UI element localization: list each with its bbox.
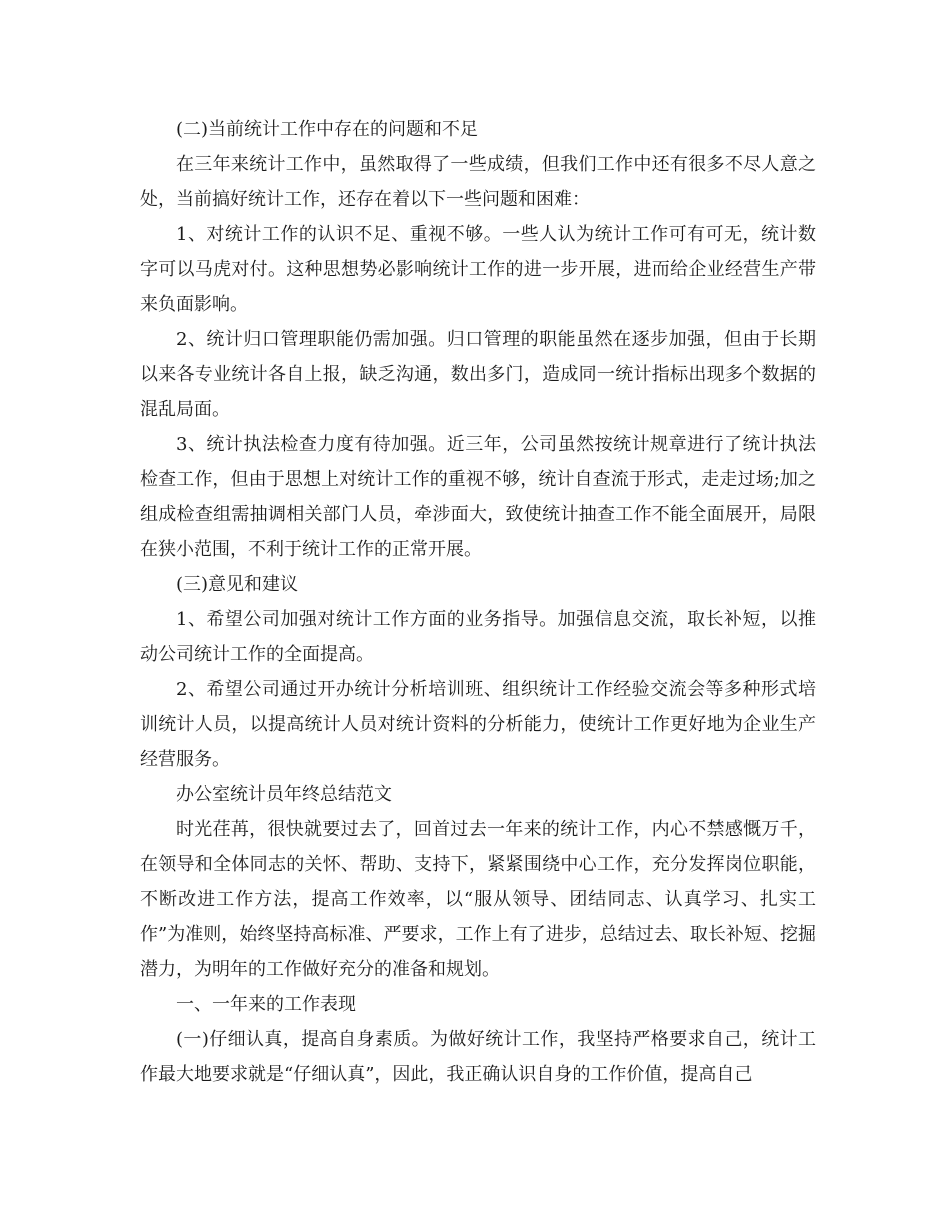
- body-paragraph: 时光荏苒，很快就要过去了，回首过去一年来的统计工作，内心不禁感慨万千，在领导和全体同志的关怀、帮助、支持下，紧紧围绕中心工作，充分发挥岗位职能，不断改进工作方法，提高工作效率，以“服从领导、团结同志、认真学习、扎实工作”为准则，始终坚持高标准、严要求，工作上有了进步，总结过去、取长补短、挖掘潜力，为明年的工作做好充分的准备和规划。: [140, 819, 816, 980]
- list-item-paragraph: 1、希望公司加强对统计工作方面的业务指导。加强信息交流，取长补短，以推动公司统计工作的全面提高。: [140, 609, 816, 665]
- section-heading-problems: (二)当前统计工作中存在的问题和不足: [176, 119, 479, 140]
- body-paragraph: 在三年来统计工作中，虽然取得了一些成绩，但我们工作中还有很多不尽人意之处，当前搞好统计工作，还存在着以下一些问题和困难：: [140, 154, 816, 210]
- list-item-paragraph: 1、对统计工作的认识不足、重视不够。一些人认为统计工作可有可无，统计数字可以马虎对付。这种思想势必影响统计工作的进一步开展，进而给企业经营生产带来负面影响。: [140, 224, 816, 315]
- body-paragraph: (一)仔细认真，提高自身素质。为做好统计工作，我坚持严格要求自己，统计工作最大地要求就是“仔细认真”，因此，我正确认识自身的工作价值，提高自己: [140, 1029, 816, 1085]
- section-heading-suggestions: (三)意见和建议: [176, 574, 299, 595]
- list-item-paragraph: 2、希望公司通过开办统计分析培训班、组织统计工作经验交流会等多种形式培训统计人员，以提高统计人员对统计资料的分析能力，使统计工作更好地为企业生产经营服务。: [140, 679, 816, 770]
- document-body: [140, 112, 816, 1092]
- list-item-paragraph: 3、统计执法检查力度有待加强。近三年，公司虽然按统计规章进行了统计执法检查工作，但由于思想上对统计工作的重视不够，统计自查流于形式，走走过场;加之组成检查组需抽调相关部门人员，牵涉面大，致使统计抽查工作不能全面展开，局限在狭小范围，不利于统计工作的正常开展。: [140, 434, 816, 560]
- article-title: 办公室统计员年终总结范文: [176, 784, 392, 805]
- section-heading-performance: 一、一年来的工作表现: [176, 994, 356, 1015]
- list-item-paragraph: 2、统计归口管理职能仍需加强。归口管理的职能虽然在逐步加强，但由于长期以来各专业统计各自上报，缺乏沟通，数出多门，造成同一统计指标出现多个数据的混乱局面。: [140, 329, 816, 420]
